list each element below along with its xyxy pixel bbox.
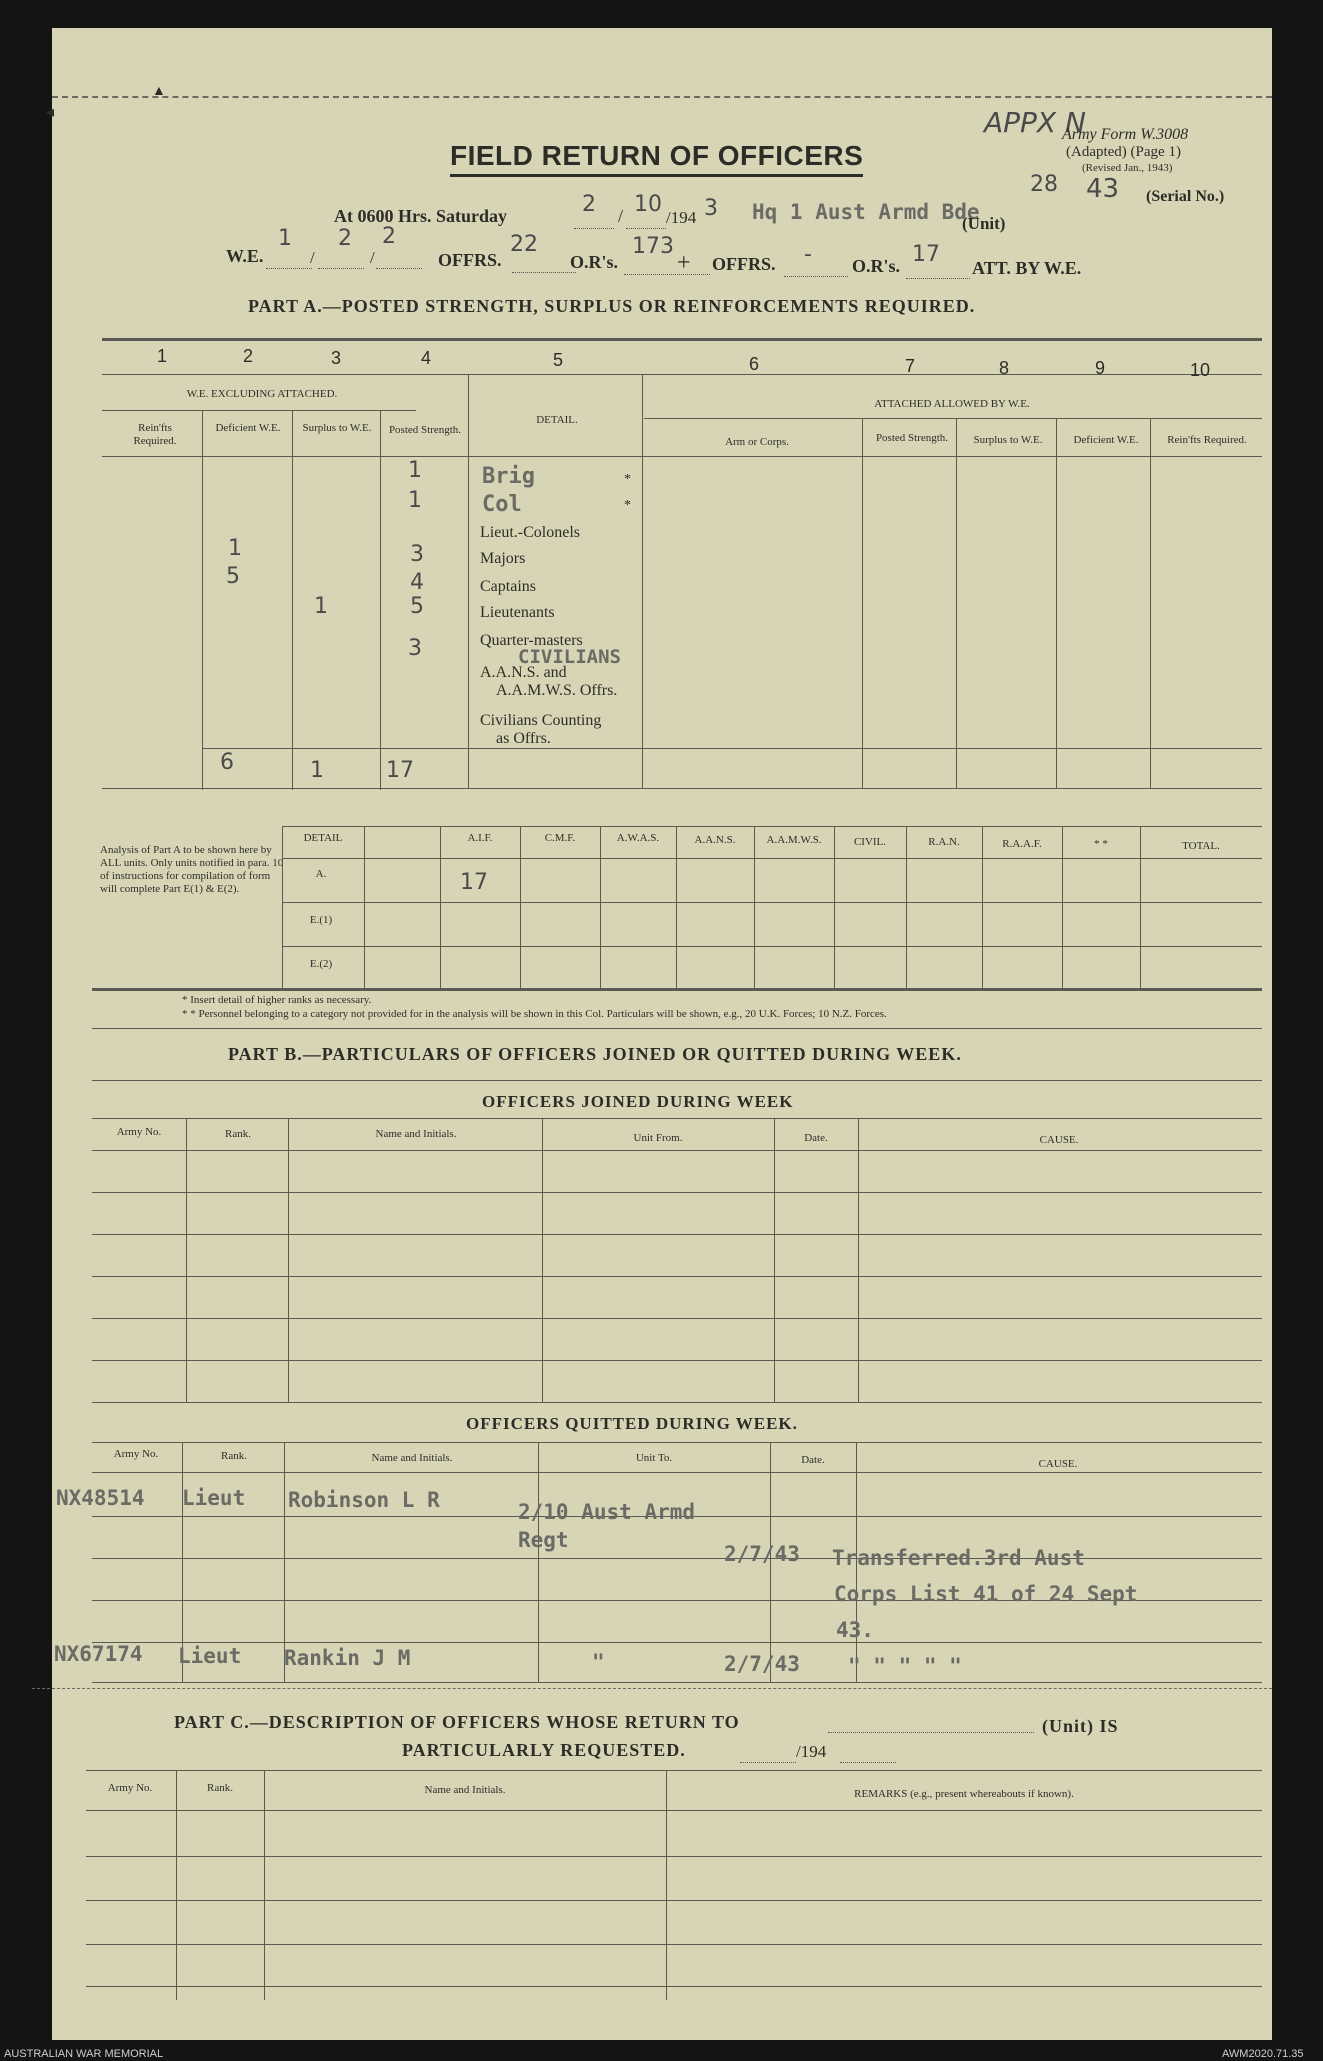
quitted-heading: OFFICERS QUITTED DURING WEEK.	[466, 1414, 798, 1433]
rank-col: Col	[482, 492, 522, 517]
we-2: 2	[338, 226, 352, 251]
deficient-captains: 5	[226, 564, 240, 589]
joined-header-cause: CAUSE.	[1039, 1134, 1079, 1146]
quitted-1-cause-line2: Corps List 41 of 24 Sept	[834, 1582, 1138, 1606]
civilians-typed: CIVILIANS	[518, 646, 621, 668]
col-num-1: 1	[156, 346, 167, 366]
ors-value: 173	[632, 234, 674, 259]
analysis-header-aif: A.I.F.	[467, 832, 493, 844]
star-brig: *	[624, 472, 631, 487]
col-num-10: 10	[1189, 360, 1211, 380]
surplus-lieutenants: 1	[314, 594, 328, 619]
unit-value: Hq 1 Aust Armd Bde	[752, 200, 980, 224]
serial-label: (Serial No.)	[1146, 188, 1225, 205]
quitted-2-rank: Lieut	[178, 1644, 242, 1668]
joined-header-army-no: Army No.	[116, 1126, 162, 1138]
analysis-header-other: * *	[1094, 838, 1108, 850]
quitted-1-cause-line1: Transferred.3rd Aust	[832, 1546, 1085, 1570]
part-c-heading-2: PARTICULARLY REQUESTED.	[402, 1740, 686, 1760]
quitted-2-cause: " " " " "	[848, 1654, 962, 1678]
we-3: 2	[382, 224, 396, 249]
rank-civilians: Civilians Counting	[480, 712, 602, 729]
part-c-header-remarks: REMARKS (e.g., present whereabouts if known).	[854, 1788, 1074, 1800]
punch-mark: ◂	[46, 104, 55, 121]
header-surplus-2: Surplus to W.E.	[973, 434, 1043, 446]
analysis-header-cmf: C.M.F.	[544, 832, 576, 844]
analysis-row-a: A.	[315, 868, 327, 880]
col-num-7: 7	[904, 356, 915, 376]
serial-value: 28	[1030, 172, 1058, 197]
footer-credit: AUSTRALIAN WAR MEMORIAL	[4, 2048, 164, 2060]
total-deficient: 6	[220, 750, 234, 775]
quitted-2-date: 2/7/43	[724, 1652, 800, 1676]
rank-majors: Majors	[480, 550, 526, 567]
col-num-3: 3	[330, 348, 341, 368]
header-posted-2: Posted Strength.	[875, 432, 949, 444]
part-c-header-army-no: Army No.	[107, 1782, 153, 1794]
quitted-2-name: Rankin J M	[284, 1646, 411, 1670]
posted-majors: 3	[410, 542, 424, 567]
rank-as-offrs: as Offrs.	[496, 730, 551, 747]
quitted-1-cause-line3: 43.	[836, 1618, 874, 1642]
header-posted: Posted Strength.	[388, 424, 462, 436]
header-reinfts: Rein'fts Required.	[133, 422, 177, 447]
part-c-unit-label: (Unit) IS	[1042, 1716, 1119, 1736]
rank-quarter-masters: Quarter-masters	[480, 632, 583, 649]
posted-col: 1	[408, 488, 422, 513]
deficient-majors: 1	[228, 536, 242, 561]
analysis-aif-a: 17	[460, 870, 488, 895]
header-reinfts-2: Rein'fts Required.	[1167, 434, 1247, 446]
col-num-8: 8	[998, 358, 1009, 378]
joined-header-rank: Rank.	[225, 1128, 251, 1140]
part-a-heading: PART A.—POSTED STRENGTH, SURPLUS OR REINFORCEMENTS REQUIRED.	[248, 296, 976, 316]
joined-header-name: Name and Initials.	[375, 1128, 457, 1140]
quitted-header-army-no: Army No.	[113, 1448, 159, 1460]
quitted-header-cause: CAUSE.	[1038, 1458, 1078, 1470]
ors-label: O.R's.	[570, 252, 619, 272]
ors2-label: O.R's.	[852, 256, 901, 276]
analysis-header-raaf: R.A.A.F.	[1002, 838, 1042, 850]
date-year: 3	[704, 196, 718, 221]
header-deficient: Deficient W.E.	[215, 422, 281, 434]
appx-annotation: APPX N	[984, 106, 1086, 139]
date-year-prefix: /194	[666, 208, 697, 227]
form-adapted: (Adapted) (Page 1)	[1066, 144, 1181, 160]
att-label: ATT. BY W.E.	[972, 258, 1082, 278]
quitted-header-unit-to: Unit To.	[635, 1452, 673, 1464]
form-sheet: ◂ ▲ APPX N Army Form W.3008 (Adapted) (Page 1) (Revised Jan., 1943) FIELD RETURN OF OFFICERS 28 43 (Serial No.) At 0600 Hrs. Saturday 2 / 10 /194 3 Hq 1 Aust Armd Bde (Unit) W.E. 1 / 2 / 2 OFFRS. 22 O.R's. 173 + OFFRS. - O.R's. 17 ATT. BY W.E. PART A.—POSTED STRENGTH, SURPLUS OR REINFORCEMENTS REQUIRED. 1 2 3 4 5 6 7 8 9 10 W.E. EXCLUDING ATTACHED. ATTACHED ALLOWED BY W.E. Rein'fts Required. Deficient W.E. Surplus to W.E. Posted Strength. DETAIL. Arm or Corps. Posted Strength. Surplus to W.E. Deficient W.E. Rein'fts Required. Brig * 1 Col * 1 Lieut.-Colonels Majors 3 1 Captains 4 5 Lieutenants 5 1 Quarter-masters CIVILIANS 3 A.A.N.S. and A.A.M.W.S. Offrs. Civilians Counting as Offrs. 6 1 17 Analysis of Part A to be shown here by ALL units. Only units notified in para. 10 of instructions for compilation of form will complete Part E(1) & E(2). DETAIL A.I.F. C.M.F. A.W.A.S. A.A.N.S. A.A.M.W.S. CIVIL. R.A.N. R.A.A.F. * * TOTAL. A. E.(1) E.(2) 17 * Insert detail of higher ranks as necessary. * * Personnel belonging to a category not provided for in the analysis will be shown in this Col. Particulars will be shown, e.g., 20 U.K. Forces; 10 N.Z. Forces. PART B.—PARTICULARS OF OFFICERS JOINED OR QUITTED DURING WEEK. OFFICERS JOINED DURING WEEK Army No. Rank. Name and Initials. Unit From. Date. CAUSE. OFFICERS QUITTED DURING WEEK. Army No. Rank. Name and Initials. Unit To. Date. CAUSE. NX48514 Lieut Robinson L R 2/10 Aust Armd Regt 2/7/43 Transferred.3rd Aust Corps List 41 of 24 Sept 43. NX67174 Lieut Rankin J M " 2/7/43 " " " " " PART C.—DESCRIPTION OF OFFICERS WHOSE RETURN TO (Unit) IS PARTICULARLY REQUESTED. /194 Army No. Rank. Name and Initials. REMARKS (e.g., present whereabouts if known).	[52, 28, 1272, 2040]
part-c-header-rank: Rank.	[207, 1782, 233, 1794]
analysis-header-aamws: A.A.M.W.S.	[766, 834, 822, 846]
col-num-6: 6	[748, 354, 759, 374]
form-title: FIELD RETURN OF OFFICERS	[450, 140, 863, 177]
plus-sign: +	[677, 250, 691, 276]
form-revised: (Revised Jan., 1943)	[1082, 162, 1173, 174]
quitted-header-name: Name and Initials.	[371, 1452, 453, 1464]
ors2-value: 17	[912, 242, 940, 267]
posted-lieutenants: 5	[410, 594, 424, 619]
col-num-9: 9	[1094, 358, 1105, 378]
note-1: * Insert detail of higher ranks as necessary.	[182, 994, 372, 1006]
header-surplus: Surplus to W.E.	[302, 422, 372, 434]
header-detail: DETAIL.	[536, 414, 578, 426]
analysis-note: Analysis of Part A to be shown here by ALL units. Only units notified in para. 10 of instructions for compilation of form will complete Part E(1) & E(2).	[100, 844, 284, 895]
analysis-row-e1: E.(1)	[309, 914, 333, 926]
part-c-date: /194	[796, 1742, 827, 1761]
rank-aans: A.A.N.S. and	[480, 664, 567, 681]
col-num-2: 2	[242, 346, 253, 366]
posted-captains: 4	[410, 570, 424, 595]
quitted-1-name: Robinson L R	[288, 1488, 440, 1512]
total-surplus: 1	[310, 758, 324, 783]
posted-brig: 1	[408, 458, 422, 483]
attached-allowed-header: ATTACHED ALLOWED BY W.E.	[874, 398, 1030, 410]
offrs2-label: OFFRS.	[712, 254, 776, 274]
total-posted: 17	[386, 758, 414, 783]
star-col: *	[624, 498, 631, 513]
col-num-5: 5	[552, 350, 563, 370]
offrs-label: OFFRS.	[438, 250, 502, 270]
posted-quarter-masters: 3	[408, 636, 422, 661]
serial-value-2: 43	[1086, 174, 1120, 204]
rank-brig: Brig	[482, 464, 535, 489]
footer-catalog-number: AWM2020.71.35	[1222, 2048, 1304, 2060]
perforation-line-2	[32, 1688, 1272, 1689]
quitted-header-date: Date.	[801, 1454, 825, 1466]
joined-header-unit-from: Unit From.	[633, 1132, 683, 1144]
quitted-1-rank: Lieut	[182, 1486, 246, 1510]
quitted-2-unit: "	[592, 1650, 605, 1674]
quitted-1-unit-line1: 2/10 Aust Armd	[518, 1500, 696, 1524]
part-c-header-name: Name and Initials.	[424, 1784, 506, 1796]
rank-lieutenants: Lieutenants	[480, 604, 555, 621]
punch-mark-2: ▲	[152, 84, 166, 99]
we-excluding-header: W.E. EXCLUDING ATTACHED.	[186, 388, 338, 400]
offrs2-value: -	[804, 242, 812, 267]
unit-label: (Unit)	[962, 214, 1006, 233]
analysis-header-ran: R.A.N.	[928, 836, 960, 848]
offrs-value: 22	[510, 232, 538, 257]
header-arm: Arm or Corps.	[725, 436, 789, 448]
rank-lieut-colonels: Lieut.-Colonels	[480, 524, 580, 541]
header-deficient-2: Deficient W.E.	[1073, 434, 1139, 446]
joined-heading: OFFICERS JOINED DURING WEEK	[482, 1092, 794, 1111]
quitted-1-army-no: NX48514	[56, 1486, 145, 1510]
quitted-1-date: 2/7/43	[724, 1542, 800, 1566]
rank-captains: Captains	[480, 578, 536, 595]
col-num-4: 4	[420, 348, 431, 368]
analysis-header-total: TOTAL.	[1182, 840, 1220, 852]
at-line: At 0600 Hrs. Saturday	[334, 206, 508, 226]
rank-aamws: A.A.M.W.S. Offrs.	[496, 682, 618, 699]
analysis-row-e2: E.(2)	[309, 958, 333, 970]
form-number: Army Form W.3008	[1062, 126, 1189, 143]
analysis-header-aans: A.A.N.S.	[694, 834, 736, 846]
analysis-header-awas: A.W.A.S.	[616, 832, 660, 844]
we-label: W.E.	[226, 246, 264, 266]
part-b-heading: PART B.—PARTICULARS OF OFFICERS JOINED OR QUITTED DURING WEEK.	[228, 1044, 962, 1064]
perforation-line	[52, 96, 1272, 98]
analysis-header-detail: DETAIL	[303, 832, 343, 844]
analysis-header-civil: CIVIL.	[853, 836, 887, 848]
we-1: 1	[278, 226, 292, 251]
date-day: 2	[582, 192, 596, 217]
note-2: * * Personnel belonging to a category not provided for in the analysis will be shown in this Col. Particulars will be shown, e.g., 20 U.K. Forces; 10 N.Z. Forces.	[182, 1008, 887, 1020]
part-c-heading-1: PART C.—DESCRIPTION OF OFFICERS WHOSE RETURN TO	[174, 1712, 740, 1732]
quitted-header-rank: Rank.	[221, 1450, 247, 1462]
joined-header-date: Date.	[804, 1132, 828, 1144]
date-month: 10	[634, 192, 662, 217]
quitted-1-unit-line2: Regt	[518, 1528, 569, 1552]
quitted-2-army-no: NX67174	[54, 1642, 143, 1666]
